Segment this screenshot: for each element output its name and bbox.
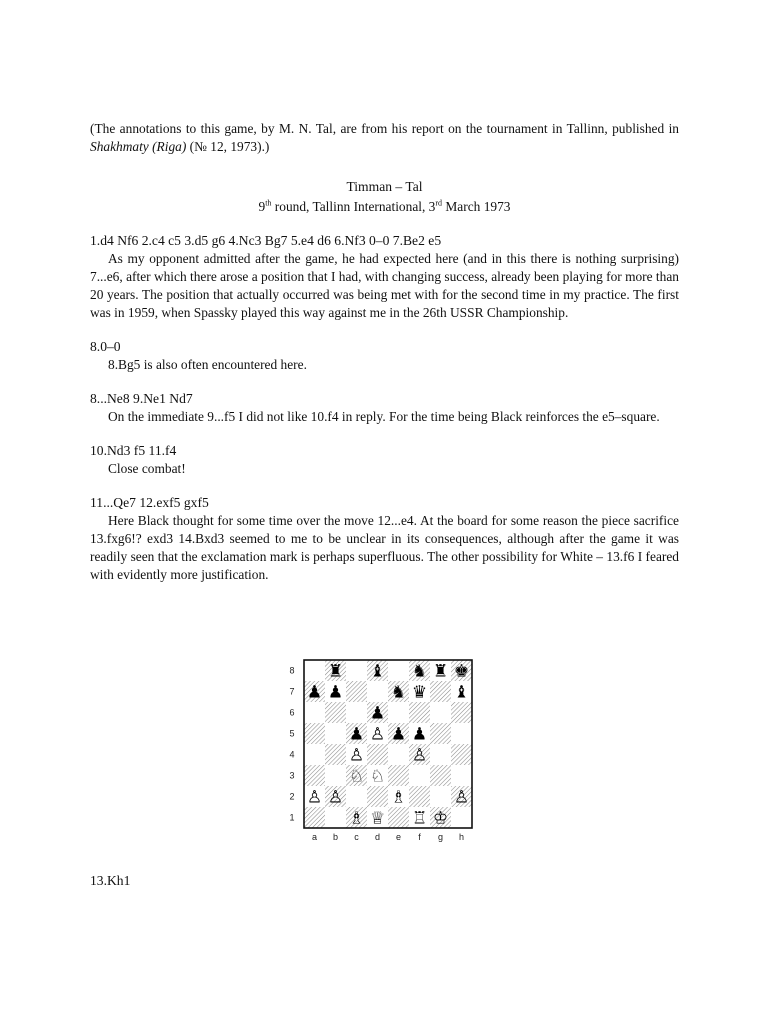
board-square	[346, 702, 367, 723]
board-square	[388, 702, 409, 723]
section-1	[90, 232, 679, 322]
round-number: 9	[258, 199, 266, 214]
section-2	[90, 338, 679, 374]
section-5	[90, 494, 679, 584]
board-square	[304, 660, 325, 681]
chess-piece: ♛	[411, 682, 428, 703]
board-square	[430, 681, 451, 702]
board-square	[325, 723, 346, 744]
annotation-text: 8.Bg5 is also often encountered here.	[108, 357, 307, 372]
board-square	[346, 660, 367, 681]
date-suffix: rd	[435, 198, 443, 208]
moves-line: 8.0–0	[90, 339, 121, 354]
rank-label: 2	[289, 791, 295, 802]
annotation-text: As my opponent admitted after the game, he had expected here (and in this there is nothing surprising) 7...e6, after which there arose a position that I had, with changing success, already been playing for more than 20 years. The position that actually occurred was being met with for the second time in my practice. The first was in 1959, when Spassky played this way against me in the 26th USSR Championship.	[90, 251, 679, 320]
board-square	[325, 765, 346, 786]
chess-piece: ♔	[432, 808, 449, 829]
file-label: f	[418, 832, 421, 842]
file-label: c	[354, 832, 359, 842]
moves-line: 10.Nd3 f5 11.f4	[90, 443, 177, 458]
board-square	[304, 765, 325, 786]
moves-line: 11...Qe7 12.exf5 gxf5	[90, 495, 209, 510]
rank-label: 4	[289, 749, 295, 760]
moves-line: 8...Ne8 9.Ne1 Nd7	[90, 391, 193, 406]
board-square	[325, 744, 346, 765]
rank-label: 1	[289, 812, 295, 823]
section-4	[90, 442, 679, 478]
board-square	[430, 744, 451, 765]
chess-piece: ♟	[327, 682, 344, 703]
board-square	[304, 744, 325, 765]
section-3	[90, 390, 679, 426]
chess-piece: ♕	[369, 808, 386, 829]
chess-board	[280, 656, 480, 848]
annotation-text: Here Black thought for some time over the move 12...e4. At the board for some reason the piece sacrifice 13.fxg6!? exd3 14.Bxd3 seemed to me to be unclear in its consequences, although after the game it was readily seen that the exclamation mark is perhaps superfluous. The other possibility for White – 13.f6 I feared with evidently more justification.	[90, 513, 679, 582]
chess-piece: ♟	[348, 724, 365, 745]
chess-piece: ♜	[432, 661, 449, 682]
rank-label: 6	[289, 707, 295, 718]
board-square	[430, 786, 451, 807]
chess-piece: ♗	[348, 808, 365, 829]
file-label: d	[374, 832, 381, 842]
chess-piece: ♞	[390, 682, 407, 703]
file-label: b	[332, 832, 339, 842]
chess-piece: ♙	[411, 745, 428, 766]
chess-piece: ♙	[348, 745, 365, 766]
board-square	[388, 744, 409, 765]
chess-piece: ♟	[411, 724, 428, 745]
chess-piece: ♘	[369, 766, 386, 787]
journal-name: Shakhmaty (Riga)	[90, 139, 187, 154]
file-label: h	[458, 832, 465, 842]
board-square	[430, 723, 451, 744]
chess-piece: ♗	[390, 787, 407, 808]
intro-paragraph	[90, 120, 679, 156]
file-label: a	[311, 832, 318, 842]
intro-prefix: (The annotations to this game, by M. N. Tal, are from his report on the tournament in Tallinn, published in	[90, 121, 679, 136]
chess-diagram	[280, 656, 480, 848]
board-square	[409, 786, 430, 807]
date-text: March 1973	[442, 199, 511, 214]
board-square	[451, 723, 472, 744]
chess-piece: ♘	[348, 766, 365, 787]
rank-label: 8	[289, 665, 295, 676]
chess-piece: ♟	[369, 703, 386, 724]
board-square	[367, 786, 388, 807]
board-square	[409, 765, 430, 786]
board-square	[304, 807, 325, 828]
board-square	[304, 702, 325, 723]
rank-label: 3	[289, 770, 295, 781]
board-square	[325, 807, 346, 828]
board-square	[451, 744, 472, 765]
rank-label: 7	[289, 686, 295, 697]
annotation-page	[90, 120, 679, 584]
board-square	[451, 702, 472, 723]
game-title: Timman – Tal	[346, 179, 423, 194]
board-square	[388, 660, 409, 681]
board-square	[430, 765, 451, 786]
chess-piece: ♝	[369, 661, 386, 682]
chess-piece: ♖	[411, 808, 428, 829]
board-square	[451, 807, 472, 828]
board-square	[346, 786, 367, 807]
annotation-text: On the immediate 9...f5 I did not like 10.f4 in reply. For the time being Black reinforces the e5–square.	[108, 409, 660, 424]
round-suffix: th	[265, 198, 272, 208]
round-text: round, Tallinn International, 3	[271, 199, 436, 214]
rank-label: 5	[289, 728, 295, 739]
board-square	[304, 723, 325, 744]
board-square	[388, 807, 409, 828]
chess-piece: ♟	[390, 724, 407, 745]
board-square	[409, 702, 430, 723]
board-square	[430, 702, 451, 723]
moves-line: 1.d4 Nf6 2.c4 c5 3.d5 g6 4.Nc3 Bg7 5.e4 d6 6.Nf3 0–0 7.Be2 e5	[90, 233, 442, 248]
chess-piece: ♜	[327, 661, 344, 682]
chess-piece: ♙	[453, 787, 470, 808]
game-subtitle	[90, 198, 679, 216]
file-label: g	[437, 832, 444, 842]
board-square	[346, 681, 367, 702]
intro-suffix: (№ 12, 1973).)	[186, 139, 270, 154]
board-square	[367, 744, 388, 765]
last-move: 13.Kh1	[90, 873, 131, 888]
chess-piece: ♞	[411, 661, 428, 682]
board-square	[325, 702, 346, 723]
board-square	[367, 681, 388, 702]
chess-piece: ♝	[453, 682, 470, 703]
chess-piece: ♙	[327, 787, 344, 808]
chess-piece: ♙	[306, 787, 323, 808]
chess-piece: ♚	[453, 661, 470, 682]
board-square	[388, 765, 409, 786]
chess-piece: ♟	[306, 682, 323, 703]
annotation-text: Close combat!	[108, 461, 186, 476]
board-square	[451, 765, 472, 786]
chess-piece: ♙	[369, 724, 386, 745]
file-label: e	[395, 832, 402, 842]
